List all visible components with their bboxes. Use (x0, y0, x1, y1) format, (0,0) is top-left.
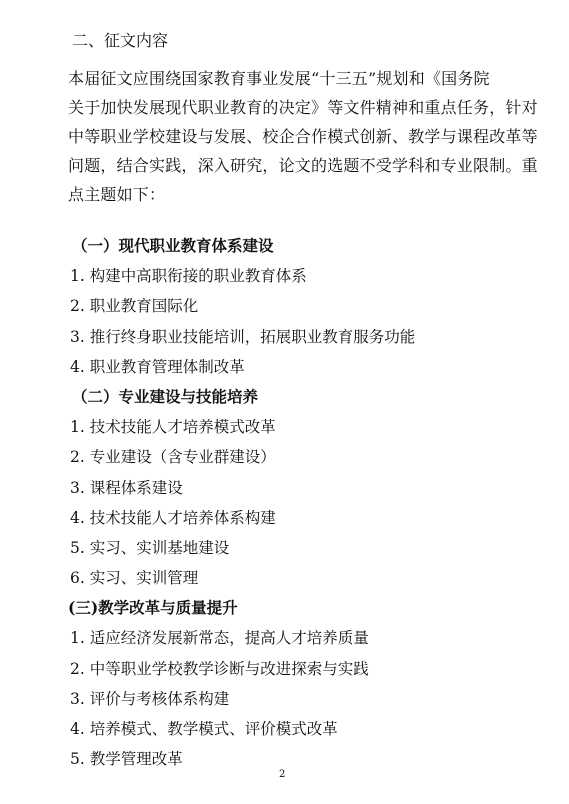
intro-line: 点主题如下： (68, 185, 166, 204)
topic-item: 6. 实习、实训管理 (70, 569, 199, 588)
page-number: 2 (279, 769, 286, 780)
topic-item: 3. 推行终身职业技能培训，拓展职业教育服务功能 (70, 327, 416, 346)
topic-item: 1. 技术技能人才培养模式改革 (70, 418, 276, 437)
topic-item: 2. 中等职业学校教学诊断与改进探索与实践 (70, 659, 369, 678)
topic-heading-1: （一）现代职业教育体系建设 (72, 236, 274, 255)
topic-item: 5. 教学管理改革 (70, 750, 183, 769)
intro-line: 关于加快发展现代职业教育的决定》等文件精神和重点任务，针对 (68, 98, 538, 117)
topic-item: 5. 实习、实训基地建设 (70, 538, 230, 557)
topic-item: 1. 构建中高职衔接的职业教育体系 (70, 267, 307, 286)
topic-item: 2. 专业建设（含专业群建设） (70, 448, 276, 467)
topic-item: 2. 职业教育国际化 (70, 297, 199, 316)
intro-line: 问题，结合实践，深入研究，论文的选题不受学科和专业限制。重 (68, 156, 538, 175)
topic-item: 4. 职业教育管理体制改革 (70, 357, 245, 376)
topic-item: 1. 适应经济发展新常态，提高人才培养质量 (70, 629, 369, 648)
topic-item: 4. 技术技能人才培养体系构建 (70, 508, 276, 527)
intro-line: 本届征文应围绕国家教育事业发展“十三五”规划和《国务院 (68, 69, 490, 88)
topic-item: 3. 评价与考核体系构建 (70, 689, 230, 708)
intro-paragraph (68, 64, 538, 209)
topic-heading-3: (三)教学改革与质量提升 (68, 598, 238, 618)
section-title: 二、征文内容 (72, 31, 169, 50)
topic-item: 3. 课程体系建设 (70, 478, 183, 497)
topic-heading-2: （二）专业建设与技能培养 (72, 386, 259, 406)
topic-item: 4. 培养模式、教学模式、评价模式改革 (70, 720, 338, 738)
topic-list (68, 231, 548, 774)
intro-line: 中等职业学校建设与发展、校企合作模式创新、教学与课程改革等 (68, 127, 538, 146)
